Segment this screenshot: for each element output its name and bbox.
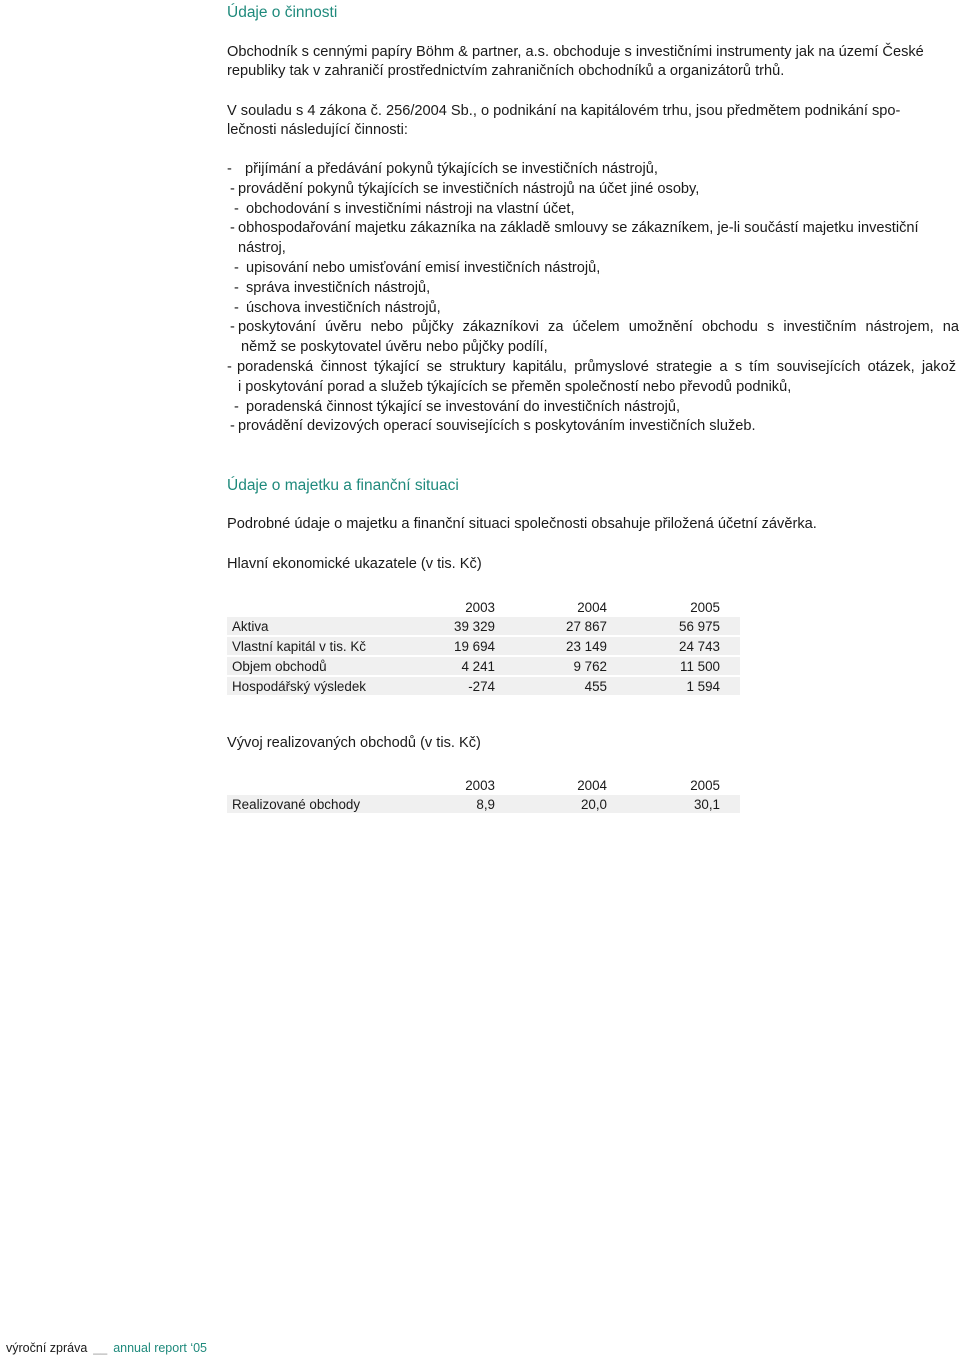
list-item	[227, 358, 959, 398]
list-dash: -	[234, 398, 239, 415]
list-item	[234, 279, 959, 299]
footer-separator: __	[93, 1341, 108, 1355]
list-item	[230, 417, 959, 437]
list-item-text: provádění pokynů týkajících se investičních nástrojů na účet jiné osoby,	[238, 180, 700, 197]
footer-left-text: výroční zpráva	[6, 1341, 88, 1355]
cell-value: 455	[495, 675, 607, 695]
table-row	[227, 793, 740, 813]
list-item	[227, 160, 959, 180]
cell-value: 1 594	[607, 675, 720, 695]
list-item	[234, 200, 959, 220]
list-dash: -	[234, 200, 239, 217]
cell-value: 9 762	[495, 655, 607, 675]
cell-value: 39 329	[404, 615, 495, 635]
list-item	[234, 259, 959, 279]
cell-value: 8,9	[404, 793, 495, 813]
list-item-continuation: i poskytování porad a služeb týkajících se přeměn společností nebo převodů podniků,	[238, 378, 792, 395]
law-paragraph	[227, 102, 959, 140]
list-item-text: obchodování s investičními nástroji na vlastní účet,	[246, 200, 575, 217]
financial-intro: Podrobné údaje o majetku a finanční situaci společnosti obsahuje přiložená účetní závěrka.	[227, 516, 817, 532]
row-label: Hospodářský výsledek	[227, 675, 404, 695]
list-item	[234, 398, 959, 418]
list-dash: -	[227, 358, 232, 375]
list-item-text: provádění devizových operací souvisejících s poskytováním investičních služeb.	[238, 418, 756, 435]
list-item-text: upisování nebo umisťování emisí investičních nástrojů,	[246, 259, 601, 276]
list-dash: -	[230, 319, 235, 336]
year-header: 2003	[465, 600, 495, 615]
cell-value: 4 241	[404, 655, 495, 675]
list-dash: -	[227, 161, 232, 177]
table2-title: Vývoj realizovaných obchodů (v tis. Kč)	[227, 735, 481, 751]
row-label: Objem obchodů	[227, 655, 404, 675]
page-footer	[6, 1341, 207, 1355]
activities-list	[227, 160, 959, 437]
table-row	[227, 675, 740, 695]
year-header: 2004	[577, 778, 607, 793]
section-heading-activities: Údaje o činnosti	[227, 4, 338, 21]
list-item-continuation: němž se poskytovatel úvěru nebo půjčky podílí,	[241, 339, 548, 356]
table-row	[227, 655, 740, 675]
intro-paragraph	[227, 43, 959, 81]
intro-line-1: Obchodník s cennými papíry Böhm & partner, a.s. obchoduje s investičními instrumenty jak na území České	[227, 44, 924, 60]
list-dash: -	[230, 220, 235, 237]
list-item	[234, 299, 959, 319]
year-header: 2005	[690, 778, 720, 793]
cell-value: 27 867	[495, 615, 607, 635]
list-item-text: poradenská činnost týkající se investování do investičních nástrojů,	[246, 398, 680, 415]
cell-value: -274	[404, 675, 495, 695]
row-label: Aktiva	[227, 615, 404, 635]
cell-value: 23 149	[495, 635, 607, 655]
law-line-2: lečnosti následující činnosti:	[227, 122, 408, 138]
list-item-continuation: nástroj,	[238, 240, 286, 257]
list-item	[230, 180, 959, 200]
list-item	[230, 318, 959, 358]
footer-right-text: annual report ‘05	[113, 1341, 208, 1355]
law-line-1: V souladu s 4 zákona č. 256/2004 Sb., o podnikání na kapitálovém trhu, jsou předmětem podnikání spo-	[227, 103, 901, 119]
cell-value: 19 694	[404, 635, 495, 655]
list-item-text: úschova investičních nástrojů,	[246, 299, 441, 316]
row-label: Realizované obchody	[227, 793, 404, 813]
list-item-text: obhospodařování majetku zákazníka na základě smlouvy se zákazníkem, je-li součástí majetku investiční	[238, 220, 919, 237]
list-item	[230, 219, 959, 259]
list-item-text: přijímání a předávání pokynů týkajících se investičních nástrojů,	[245, 161, 658, 177]
table-row	[227, 615, 740, 635]
list-dash: -	[234, 279, 239, 296]
list-dash: -	[234, 299, 239, 316]
realized-trades-table	[227, 774, 740, 813]
cell-value: 30,1	[607, 793, 720, 813]
year-header: 2004	[577, 600, 607, 615]
table1-title: Hlavní ekonomické ukazatele (v tis. Kč)	[227, 556, 482, 572]
list-dash: -	[230, 418, 235, 435]
table-row	[227, 635, 740, 655]
economic-indicators-table	[227, 596, 740, 695]
table-header-row	[227, 774, 740, 793]
list-item-text: poradenská činnost týkající se struktury kapitálu, průmyslové strategie a s tím souvisejících otázek, jakož	[237, 358, 956, 375]
cell-value: 24 743	[607, 635, 720, 655]
list-item-text: správa investičních nástrojů,	[246, 279, 431, 296]
section-heading-financial: Údaje o majetku a finanční situaci	[227, 477, 459, 494]
list-dash: -	[234, 259, 239, 276]
year-header: 2005	[690, 600, 720, 615]
table-header-row	[227, 596, 740, 615]
list-item-text: poskytování úvěru nebo půjčky zákazníkovi za účelem umožnění obchodu s investičním nástrojem, na	[238, 319, 959, 336]
cell-value: 20,0	[495, 793, 607, 813]
intro-line-2: republiky tak v zahraničí prostřednictvím zahraničních obchodníků a organizátorů trhů.	[227, 63, 785, 79]
cell-value: 56 975	[607, 615, 720, 635]
year-header: 2003	[465, 778, 495, 793]
row-label: Vlastní kapitál v tis. Kč	[227, 635, 404, 655]
cell-value: 11 500	[607, 655, 720, 675]
list-dash: -	[230, 180, 235, 197]
